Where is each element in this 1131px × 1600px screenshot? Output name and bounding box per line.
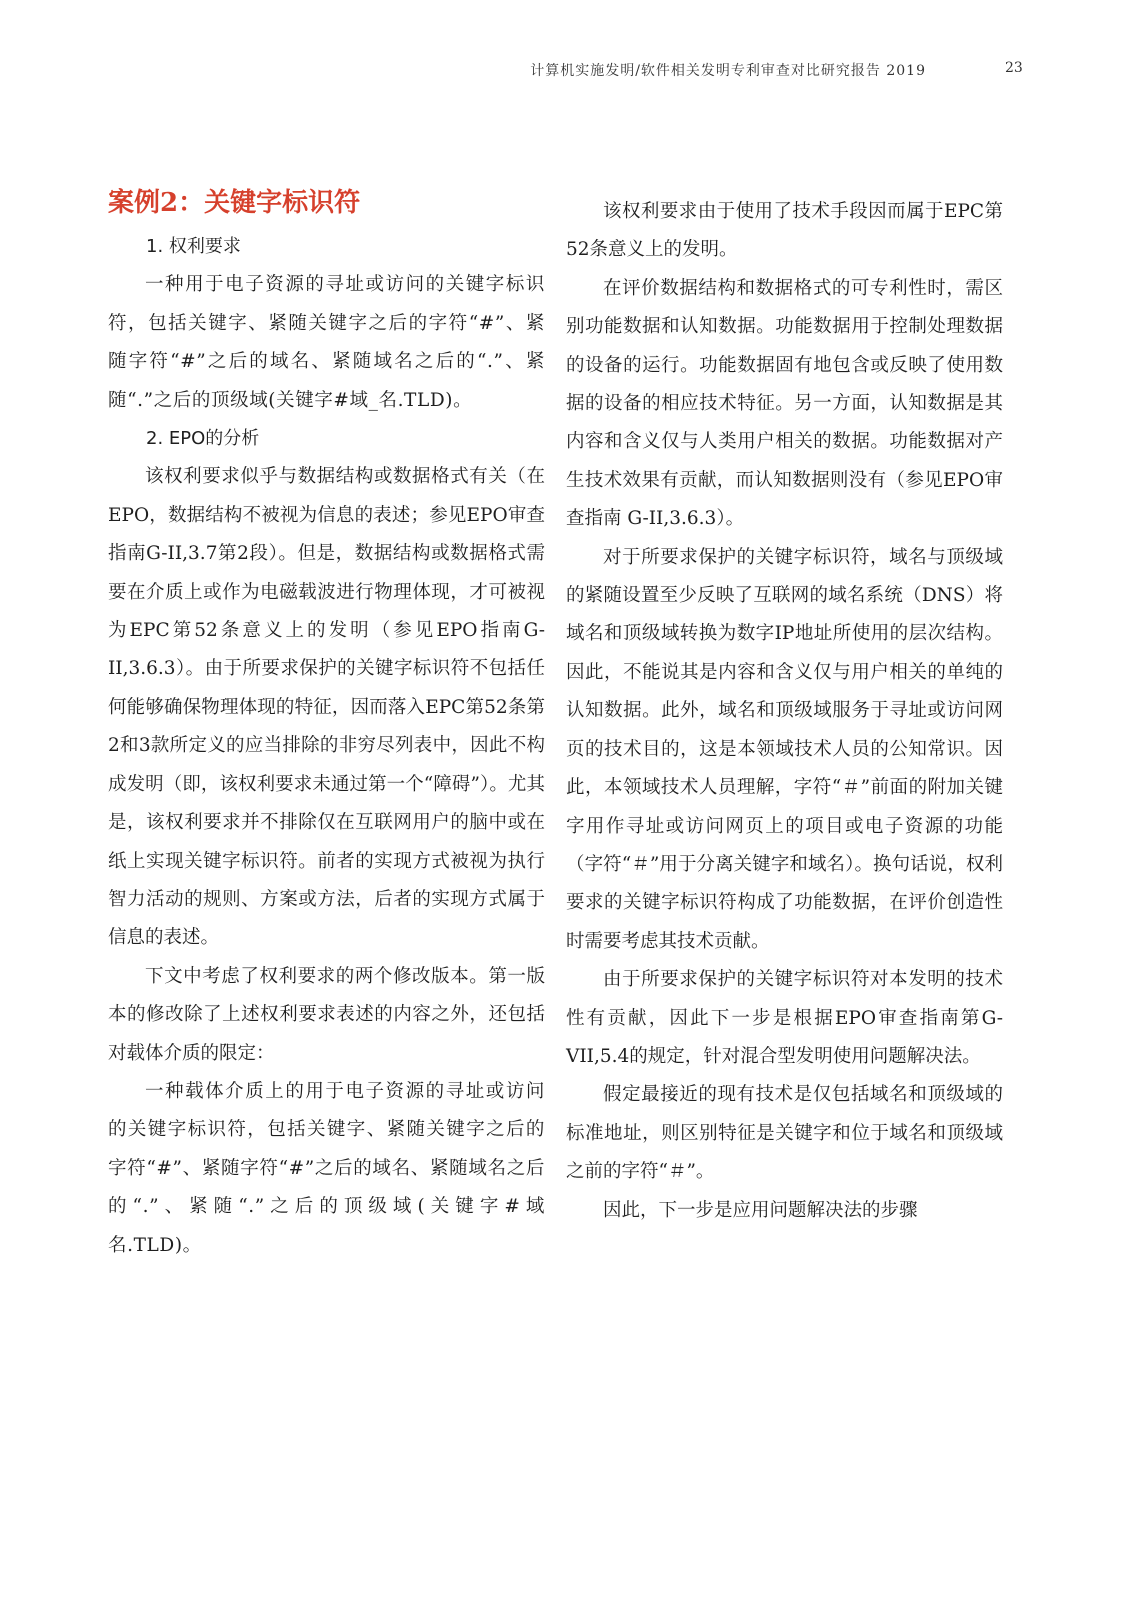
right-column bbox=[566, 193, 1003, 1230]
left-column bbox=[108, 228, 545, 1265]
paragraph: 由于所要求保护的关键字标识符对本发明的技术性有贡献，因此下一步是根据EPO审查指南第G-VII,5.4的规定，针对混合型发明使用问题解决法。 bbox=[566, 969, 1003, 1067]
case-title: 案例2：关键字标识符 bbox=[108, 188, 361, 218]
claim-text: 一种用于电子资源的寻址或访问的关键字标识符，包括关键字、紧随关键字之后的字符“#”、紧随字符“#”之后的域名、紧随域名之后的“.”、紧随“.”之后的顶级域(关键字#域_名.TLD)。 bbox=[108, 274, 545, 411]
paragraph: 该权利要求似乎与数据结构或数据格式有关（在EPO，数据结构不被视为信息的表述；参见EPO审查指南G-II,3.7第2段）。但是，数据结构或数据格式需要在介质上或作为电磁载波进行物理体现，才可被视为EPC第52条意义上的发明（参见EPO指南G-II,3.6.3）。由于所要求保护的关键字标识符不包括任何能够确保物理体现的特征，因而落入EPC第52条第2和3款所定义的应当排除的非穷尽列表中，因此不构成发明（即，该权利要求未通过第一个“障碍”）。尤其是，该权利要求并不排除仅在互联网用户的脑中或在纸上实现关键字标识符。前者的实现方式被视为执行智力活动的规则、方案或方法，后者的实现方式属于信息的表述。 bbox=[108, 466, 545, 949]
amended-claim-text: 一种载体介质上的用于电子资源的寻址或访问的关键字标识符，包括关键字、紧随关键字之后的字符“#”、紧随字符“#”之后的域名、紧随域名之后的“.”、紧随“.”之后的顶级域(关键字#域名.TLD)。 bbox=[108, 1080, 545, 1256]
paragraph: 对于所要求保护的关键字标识符，域名与顶级域的紧随设置至少反映了互联网的域名系统（DNS）将域名和顶级域转换为数字IP地址所使用的层次结构。因此，不能说其是内容和含义仅与用户相关的单纯的认知数据。此外，域名和顶级域服务于寻址或访问网页的技术目的，这是本领域技术人员的公知常识。因此，本领域技术人员理解，字符“＃”前面的附加关键字用作寻址或访问网页上的项目或电子资源的功能（字符“＃”用于分离关键字和域名）。换句话说，权利要求的关键字标识符构成了功能数据，在评价创造性时需要考虑其技术贡献。 bbox=[566, 546, 1003, 952]
page-number: 23 bbox=[1005, 60, 1023, 76]
paragraph: 在评价数据结构和数据格式的可专利性时，需区别功能数据和认知数据。功能数据用于控制处理数据的设备的运行。功能数据固有地包含或反映了使用数据的设备的相应技术特征。另一方面，认知数据是其内容和含义仅与人类用户相关的数据。功能数据对产生技术效果有贡献，而认知数据则没有（参见EPO审查指南 G-II,3.6.3）。 bbox=[566, 277, 1003, 530]
paragraph: 假定最接近的现有技术是仅包括域名和顶级域的标准地址，则区别特征是关键字和位于域名和顶级域之前的字符“＃”。 bbox=[566, 1084, 1003, 1183]
page-header bbox=[0, 60, 1131, 84]
paragraph: 该权利要求由于使用了技术手段因而属于EPC第52条意义上的发明。 bbox=[566, 201, 1003, 261]
paragraph: 因此，下一步是应用问题解决法的步骤 bbox=[603, 1199, 918, 1221]
paragraph: 下文中考虑了权利要求的两个修改版本。第一版本的修改除了上述权利要求表述的内容之外，还包括对载体介质的限定： bbox=[108, 965, 545, 1064]
running-title: 计算机实施发明/软件相关发明专利审查对比研究报告 2019 bbox=[530, 63, 926, 79]
section-heading-epo-analysis: 2. EPO的分析 bbox=[146, 428, 260, 450]
section-heading-claim: 1. 权利要求 bbox=[146, 236, 241, 257]
